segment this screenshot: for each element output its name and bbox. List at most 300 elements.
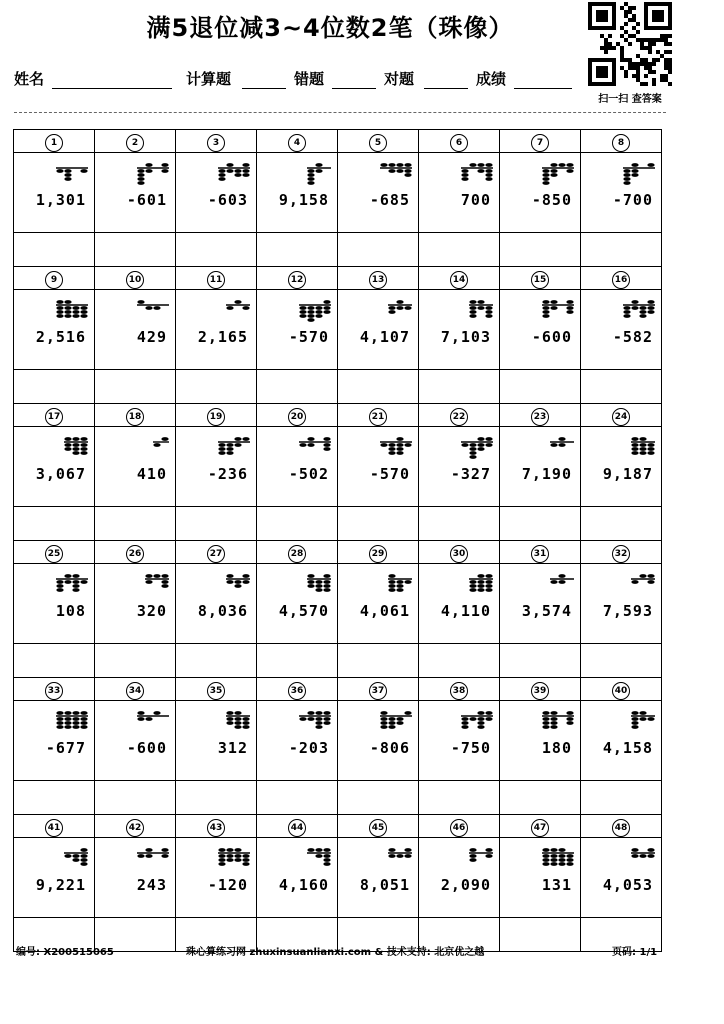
answer-cell[interactable] xyxy=(95,507,176,541)
problem-cell xyxy=(581,427,662,507)
problem-cell xyxy=(14,290,95,370)
problem-number: 22 xyxy=(450,408,468,426)
problem-number-cell xyxy=(581,404,662,427)
answer-cell[interactable] xyxy=(419,507,500,541)
problem-cell xyxy=(176,701,257,781)
answer-cell[interactable] xyxy=(257,781,338,815)
abacus-beads-icon xyxy=(338,844,418,874)
problem-number-cell xyxy=(257,404,338,427)
problem-value: -582 xyxy=(612,328,653,346)
problem-number-cell xyxy=(95,404,176,427)
problem-value: 243 xyxy=(136,876,167,894)
abacus-beads-icon xyxy=(14,433,94,463)
problem-number: 32 xyxy=(612,545,630,563)
problem-number: 7 xyxy=(531,134,549,152)
problem-number-cell xyxy=(581,678,662,701)
calc-field[interactable] xyxy=(242,88,286,89)
abacus-beads-icon xyxy=(176,570,256,600)
score-field[interactable] xyxy=(514,88,572,89)
problem-value: -570 xyxy=(288,328,329,346)
problem-cell xyxy=(581,290,662,370)
problem-number: 36 xyxy=(288,682,306,700)
abacus-beads-icon xyxy=(500,844,580,874)
page-title: 满5退位减3~4位数2笔（珠像） xyxy=(146,14,514,42)
problem-cell xyxy=(500,564,581,644)
abacus-beads-icon xyxy=(95,433,175,463)
problem-number-cell xyxy=(338,130,419,153)
problem-cell xyxy=(257,701,338,781)
abacus-beads-icon xyxy=(257,707,337,737)
abacus-beads-icon xyxy=(500,296,580,326)
problem-cell xyxy=(338,701,419,781)
answer-cell[interactable] xyxy=(14,644,95,678)
problem-number-cell xyxy=(419,404,500,427)
calc-label: 计算题 xyxy=(186,70,232,88)
problem-value: 2,165 xyxy=(197,328,248,346)
problem-number-cell xyxy=(500,541,581,564)
answer-cell[interactable] xyxy=(419,644,500,678)
answer-cell[interactable] xyxy=(14,507,95,541)
problem-cell xyxy=(257,290,338,370)
problem-number: 48 xyxy=(612,819,630,837)
answer-cell[interactable] xyxy=(176,507,257,541)
abacus-beads-icon xyxy=(257,159,337,189)
answer-cell[interactable] xyxy=(257,644,338,678)
problem-cell xyxy=(500,701,581,781)
abacus-beads-icon xyxy=(95,844,175,874)
abacus-beads-icon xyxy=(581,844,661,874)
problem-number: 47 xyxy=(531,819,549,837)
problem-cell xyxy=(14,564,95,644)
problem-number: 34 xyxy=(126,682,144,700)
problem-value: -570 xyxy=(369,465,410,483)
abacus-beads-icon xyxy=(419,844,499,874)
problem-value: 429 xyxy=(136,328,167,346)
problem-number: 5 xyxy=(369,134,387,152)
problem-number: 46 xyxy=(450,819,468,837)
problem-number-cell xyxy=(500,815,581,838)
problem-value: -600 xyxy=(126,739,167,757)
problem-cell xyxy=(500,290,581,370)
name-field[interactable] xyxy=(52,88,172,89)
problem-cell xyxy=(419,564,500,644)
problem-number-cell xyxy=(95,130,176,153)
problem-number-cell xyxy=(338,541,419,564)
answer-cell[interactable] xyxy=(338,644,419,678)
problem-number: 43 xyxy=(207,819,225,837)
problem-value: 131 xyxy=(541,876,572,894)
problem-number: 28 xyxy=(288,545,306,563)
problem-cell xyxy=(581,701,662,781)
problem-cell xyxy=(581,838,662,918)
answer-cell[interactable] xyxy=(500,507,581,541)
problem-cell xyxy=(95,427,176,507)
answer-cell[interactable] xyxy=(257,370,338,404)
name-label: 姓名 xyxy=(14,70,45,88)
problem-number: 40 xyxy=(612,682,630,700)
problem-number-cell xyxy=(419,541,500,564)
abacus-beads-icon xyxy=(338,296,418,326)
answer-cell[interactable] xyxy=(581,644,662,678)
problem-number-cell xyxy=(176,130,257,153)
answer-cell[interactable] xyxy=(338,507,419,541)
problem-value: 9,158 xyxy=(278,191,329,209)
problem-value: 4,107 xyxy=(359,328,410,346)
problem-cell xyxy=(176,838,257,918)
problem-value: 312 xyxy=(217,739,248,757)
abacus-beads-icon xyxy=(500,707,580,737)
problem-number-cell xyxy=(14,541,95,564)
abacus-beads-icon xyxy=(14,159,94,189)
problem-cell xyxy=(419,153,500,233)
answer-cell[interactable] xyxy=(338,233,419,267)
abacus-beads-icon xyxy=(338,707,418,737)
problem-number: 45 xyxy=(369,819,387,837)
problem-cell xyxy=(95,701,176,781)
problem-value: -850 xyxy=(531,191,572,209)
abacus-beads-icon xyxy=(419,159,499,189)
problem-value: -603 xyxy=(207,191,248,209)
problem-value: 4,110 xyxy=(440,602,491,620)
problem-value: 3,067 xyxy=(35,465,86,483)
problem-value: 7,103 xyxy=(440,328,491,346)
problem-number: 33 xyxy=(45,682,63,700)
abacus-beads-icon xyxy=(581,433,661,463)
problem-value: -677 xyxy=(45,739,86,757)
answer-cell[interactable] xyxy=(14,233,95,267)
abacus-beads-icon xyxy=(338,570,418,600)
problem-value: 700 xyxy=(460,191,491,209)
abacus-beads-icon xyxy=(176,159,256,189)
answer-cell[interactable] xyxy=(14,370,95,404)
answer-cell[interactable] xyxy=(257,233,338,267)
abacus-beads-icon xyxy=(176,433,256,463)
answer-cell[interactable] xyxy=(176,781,257,815)
problem-value: 2,090 xyxy=(440,876,491,894)
abacus-beads-icon xyxy=(500,159,580,189)
abacus-beads-icon xyxy=(14,570,94,600)
problem-number: 9 xyxy=(45,271,63,289)
abacus-beads-icon xyxy=(581,570,661,600)
abacus-beads-icon xyxy=(257,570,337,600)
correct-field[interactable] xyxy=(424,88,468,89)
abacus-beads-icon xyxy=(581,159,661,189)
score-label: 成绩 xyxy=(476,70,507,88)
problem-number-cell xyxy=(176,541,257,564)
problem-value: 1,301 xyxy=(35,191,86,209)
answer-cell[interactable] xyxy=(176,370,257,404)
problem-number: 27 xyxy=(207,545,225,563)
problem-number: 37 xyxy=(369,682,387,700)
problem-cell xyxy=(419,427,500,507)
problem-number: 18 xyxy=(126,408,144,426)
problem-number-cell xyxy=(95,678,176,701)
answer-cell[interactable] xyxy=(95,370,176,404)
problem-cell xyxy=(419,290,500,370)
problem-number-cell xyxy=(581,815,662,838)
problem-number: 38 xyxy=(450,682,468,700)
abacus-beads-icon xyxy=(95,159,175,189)
problem-value: 180 xyxy=(541,739,572,757)
problem-value: -120 xyxy=(207,876,248,894)
problem-cell xyxy=(338,153,419,233)
problem-value: 320 xyxy=(136,602,167,620)
problem-number: 31 xyxy=(531,545,549,563)
problem-number: 12 xyxy=(288,271,306,289)
problem-number-cell xyxy=(500,678,581,701)
problem-value: 7,190 xyxy=(521,465,572,483)
problem-value: -502 xyxy=(288,465,329,483)
problem-cell xyxy=(257,838,338,918)
problem-cell xyxy=(500,838,581,918)
problem-cell xyxy=(176,427,257,507)
answer-cell[interactable] xyxy=(257,507,338,541)
problem-value: 4,158 xyxy=(602,739,653,757)
abacus-beads-icon xyxy=(338,159,418,189)
problem-number: 4 xyxy=(288,134,306,152)
problem-number: 25 xyxy=(45,545,63,563)
problem-cell xyxy=(14,427,95,507)
problem-number: 20 xyxy=(288,408,306,426)
answer-cell[interactable] xyxy=(338,370,419,404)
problem-value: 7,593 xyxy=(602,602,653,620)
problem-number-cell xyxy=(176,678,257,701)
problem-cell xyxy=(338,564,419,644)
problem-cell xyxy=(95,153,176,233)
problem-value: 4,160 xyxy=(278,876,329,894)
answer-cell[interactable] xyxy=(95,233,176,267)
problem-cell xyxy=(176,290,257,370)
problem-number: 15 xyxy=(531,271,549,289)
answer-cell[interactable] xyxy=(419,233,500,267)
abacus-beads-icon xyxy=(257,433,337,463)
problem-number-cell xyxy=(14,678,95,701)
problem-number-cell xyxy=(581,130,662,153)
problem-value: 410 xyxy=(136,465,167,483)
problem-number-cell xyxy=(338,404,419,427)
problem-number: 11 xyxy=(207,271,225,289)
problem-number-cell xyxy=(257,678,338,701)
problem-value: -700 xyxy=(612,191,653,209)
problem-number-cell xyxy=(419,678,500,701)
problem-value: 4,570 xyxy=(278,602,329,620)
abacus-beads-icon xyxy=(14,296,94,326)
problem-value: -600 xyxy=(531,328,572,346)
problem-number-cell xyxy=(257,815,338,838)
abacus-beads-icon xyxy=(419,570,499,600)
problem-number-cell xyxy=(14,815,95,838)
problem-cell xyxy=(14,838,95,918)
problem-cell xyxy=(257,427,338,507)
problem-number: 39 xyxy=(531,682,549,700)
problem-number-cell xyxy=(338,267,419,290)
qr-caption: 扫一扫 查答案 xyxy=(598,94,662,105)
qr-code-icon[interactable] xyxy=(588,2,672,86)
abacus-beads-icon xyxy=(419,433,499,463)
abacus-beads-icon xyxy=(95,707,175,737)
problem-cell xyxy=(257,564,338,644)
problem-cell xyxy=(14,153,95,233)
problem-value: -750 xyxy=(450,739,491,757)
problem-number-cell xyxy=(14,267,95,290)
problem-number-cell xyxy=(257,541,338,564)
problem-value: 9,221 xyxy=(35,876,86,894)
problem-number: 41 xyxy=(45,819,63,837)
wrong-label: 错题 xyxy=(294,70,325,88)
answer-cell[interactable] xyxy=(95,781,176,815)
problem-value: -806 xyxy=(369,739,410,757)
problem-value: -601 xyxy=(126,191,167,209)
problem-value: 108 xyxy=(55,602,86,620)
answer-cell[interactable] xyxy=(338,781,419,815)
problem-value: 3,574 xyxy=(521,602,572,620)
problem-cell xyxy=(338,427,419,507)
problem-cell xyxy=(95,290,176,370)
problem-number: 23 xyxy=(531,408,549,426)
answer-cell[interactable] xyxy=(500,644,581,678)
problem-number: 42 xyxy=(126,819,144,837)
problem-number: 14 xyxy=(450,271,468,289)
problem-number: 8 xyxy=(612,134,630,152)
abacus-beads-icon xyxy=(257,296,337,326)
problem-cell xyxy=(581,564,662,644)
problem-number: 30 xyxy=(450,545,468,563)
problem-value: -203 xyxy=(288,739,329,757)
abacus-beads-icon xyxy=(176,296,256,326)
abacus-beads-icon xyxy=(419,296,499,326)
problem-value: 8,051 xyxy=(359,876,410,894)
footer-code: 编号: X200515065 xyxy=(16,947,114,958)
problem-number-cell xyxy=(176,267,257,290)
answer-cell[interactable] xyxy=(500,918,581,952)
answer-cell[interactable] xyxy=(500,370,581,404)
problem-number: 24 xyxy=(612,408,630,426)
abacus-beads-icon xyxy=(581,707,661,737)
abacus-beads-icon xyxy=(500,570,580,600)
problem-value: -327 xyxy=(450,465,491,483)
problem-grid xyxy=(13,129,662,952)
problem-value: 8,036 xyxy=(197,602,248,620)
answer-cell[interactable] xyxy=(419,781,500,815)
abacus-beads-icon xyxy=(95,570,175,600)
wrong-field[interactable] xyxy=(332,88,376,89)
answer-cell[interactable] xyxy=(500,233,581,267)
problem-cell xyxy=(14,701,95,781)
problem-cell xyxy=(338,838,419,918)
problem-number-cell xyxy=(95,815,176,838)
abacus-beads-icon xyxy=(581,296,661,326)
problem-number-cell xyxy=(338,678,419,701)
problem-number-cell xyxy=(95,267,176,290)
correct-label: 对题 xyxy=(384,70,415,88)
problem-value: 4,061 xyxy=(359,602,410,620)
problem-cell xyxy=(500,427,581,507)
abacus-beads-icon xyxy=(257,844,337,874)
problem-number: 17 xyxy=(45,408,63,426)
problem-number-cell xyxy=(500,404,581,427)
problem-number: 13 xyxy=(369,271,387,289)
problem-number: 10 xyxy=(126,271,144,289)
abacus-beads-icon xyxy=(14,844,94,874)
problem-number: 29 xyxy=(369,545,387,563)
answer-cell[interactable] xyxy=(581,370,662,404)
cut-line xyxy=(14,112,666,113)
answer-cell[interactable] xyxy=(176,233,257,267)
problem-value: -685 xyxy=(369,191,410,209)
problem-number-cell xyxy=(14,130,95,153)
problem-value: 9,187 xyxy=(602,465,653,483)
problem-cell xyxy=(176,153,257,233)
answer-cell[interactable] xyxy=(581,781,662,815)
abacus-beads-icon xyxy=(338,433,418,463)
problem-number-cell xyxy=(419,267,500,290)
problem-number-cell xyxy=(419,815,500,838)
problem-number-cell xyxy=(338,815,419,838)
abacus-beads-icon xyxy=(176,844,256,874)
problem-number-cell xyxy=(581,541,662,564)
problem-number-cell xyxy=(500,267,581,290)
problem-cell xyxy=(95,564,176,644)
problem-number-cell xyxy=(500,130,581,153)
problem-cell xyxy=(581,153,662,233)
problem-cell xyxy=(257,153,338,233)
problem-cell xyxy=(95,838,176,918)
problem-number: 3 xyxy=(207,134,225,152)
problem-number: 19 xyxy=(207,408,225,426)
problem-number: 26 xyxy=(126,545,144,563)
problem-cell xyxy=(419,838,500,918)
problem-number: 1 xyxy=(45,134,63,152)
problem-number-cell xyxy=(176,404,257,427)
answer-cell[interactable] xyxy=(419,370,500,404)
problem-number: 16 xyxy=(612,271,630,289)
abacus-beads-icon xyxy=(95,296,175,326)
problem-number: 44 xyxy=(288,819,306,837)
answer-cell[interactable] xyxy=(500,781,581,815)
problem-value: 4,053 xyxy=(602,876,653,894)
problem-number-cell xyxy=(95,541,176,564)
problem-number: 35 xyxy=(207,682,225,700)
problem-cell xyxy=(419,701,500,781)
answer-cell[interactable] xyxy=(581,507,662,541)
problem-value: -236 xyxy=(207,465,248,483)
problem-cell xyxy=(338,290,419,370)
answer-cell[interactable] xyxy=(95,644,176,678)
problem-cell xyxy=(500,153,581,233)
problem-number-cell xyxy=(419,130,500,153)
abacus-beads-icon xyxy=(176,707,256,737)
abacus-beads-icon xyxy=(14,707,94,737)
problem-number: 2 xyxy=(126,134,144,152)
answer-cell[interactable] xyxy=(14,781,95,815)
footer-page: 页码: 1/1 xyxy=(612,947,658,958)
problem-number-cell xyxy=(581,267,662,290)
problem-cell xyxy=(176,564,257,644)
abacus-beads-icon xyxy=(500,433,580,463)
problem-number-cell xyxy=(257,130,338,153)
answer-cell[interactable] xyxy=(176,644,257,678)
problem-number-cell xyxy=(14,404,95,427)
problem-number-cell xyxy=(176,815,257,838)
problem-value: 2,516 xyxy=(35,328,86,346)
answer-cell[interactable] xyxy=(581,233,662,267)
problem-number: 21 xyxy=(369,408,387,426)
student-info-row xyxy=(14,64,584,92)
footer-site: 珠心算练习网 zhuxinsuanlianxi.com & 技术支持: 北京优之越 xyxy=(186,947,485,958)
problem-number: 6 xyxy=(450,134,468,152)
problem-number-cell xyxy=(257,267,338,290)
abacus-beads-icon xyxy=(419,707,499,737)
